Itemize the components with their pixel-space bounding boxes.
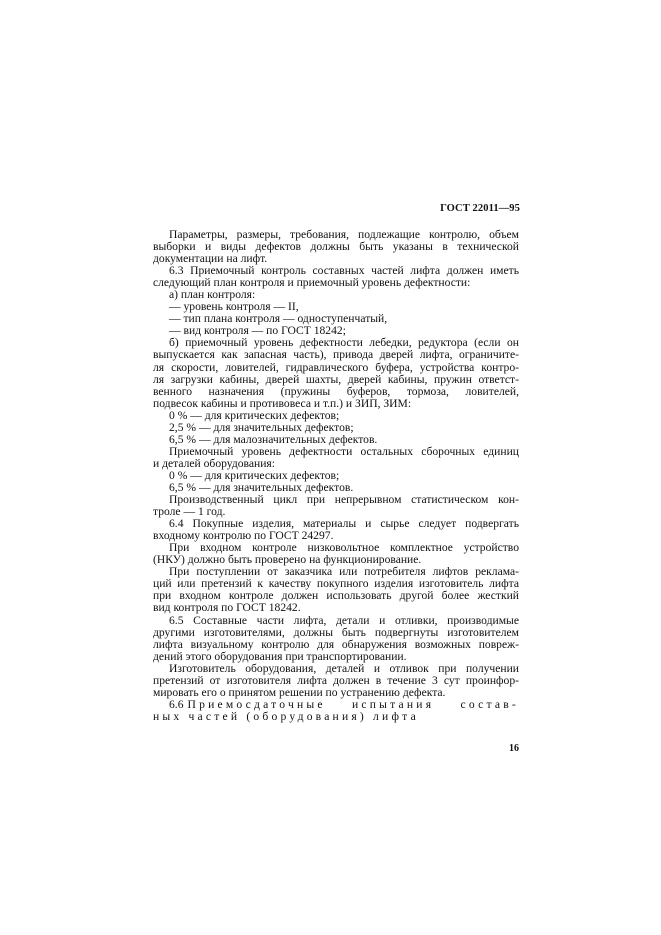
text-line: лифта визуальному контролю для обнаружения возможных повреж- <box>153 637 519 651</box>
text-line: выпускается как запасная часть), привода дверей лифта, ограничите- <box>153 348 519 362</box>
text-line: дений этого оборудования при транспортировании. <box>153 649 407 663</box>
text-line: — вид контроля — по ГОСТ 18242; <box>169 324 346 338</box>
text-line: 0 % — для критических дефектов; <box>169 468 340 482</box>
document-code-header: ГОСТ 22011—95 <box>440 203 520 214</box>
section-title-line-2: ных частей (оборудования) лифта <box>153 709 419 723</box>
document-body <box>153 229 519 723</box>
text-line: выборки и виды дефектов должны быть указаны в технической <box>153 240 519 254</box>
section-number: 6.6 <box>169 697 184 711</box>
text-line: венного назначения (пружины буферов, тормоза, ловителей, <box>153 384 519 398</box>
text-line: входному контролю по ГОСТ 24297. <box>153 529 334 543</box>
text-line: а) план контроля: <box>169 288 256 302</box>
text-line: и деталей оборудования: <box>153 456 275 470</box>
text-line: при входном контроле должен использовать другой более жесткий <box>153 589 519 603</box>
text-line: мировать его о принятом решении по устранению дефекта. <box>153 685 446 699</box>
text-line: вид контроля по ГОСТ 18242. <box>153 601 301 615</box>
text-line: 6.3 Приемочный контроль составных частей лифта должен иметь <box>169 264 519 278</box>
text-line: — уровень контроля — II, <box>169 300 299 314</box>
page-number: 16 <box>509 743 519 754</box>
text-line: Параметры, размеры, требования, подлежащие контролю, объем <box>169 228 519 241</box>
text-line: ций или претензий к качеству покупного изделия изготовитель лифта <box>153 577 519 591</box>
text-line: При входном контроле низковольтное комплектное устройство <box>169 541 519 555</box>
text-line: (НКУ) должно быть проверено на функционирование. <box>153 553 422 567</box>
text-line: Приемочный уровень дефектности остальных сборочных единиц <box>169 444 519 458</box>
text-line: 2,5 % — для значительных дефектов; <box>169 420 354 434</box>
text-line: 0 % — для критических дефектов; <box>169 408 340 422</box>
text-line: — тип плана контроля — одноступенчатый, <box>169 312 388 326</box>
text-line: ля скорости, ловителей, гидравлического буфера, устройства контро- <box>153 360 519 374</box>
text-line: претензий от изготовителя лифта должен в течение 3 сут проинфор- <box>153 673 519 687</box>
text-line: 6,5 % — для малозначительных дефектов. <box>169 432 378 446</box>
text-line: 6.4 Покупные изделия, материалы и сырье следует подвергать <box>169 517 519 531</box>
text-line: б) приемочный уровень дефектности лебедки, редуктора (если он <box>169 336 519 350</box>
text-line: 6.5 Составные части лифта, детали и отливки, производимые <box>169 613 519 627</box>
text-line: документации на лифт. <box>153 252 268 266</box>
text-line: подвесок кабины и противовеса и т.п.) и ЗИП, ЗИМ: <box>153 396 412 410</box>
text-line: Производственный цикл при непрерывном статистическом кон- <box>169 493 519 507</box>
text-line: троле — 1 год. <box>153 505 226 519</box>
text-line: следующий план контроля и приемочный уровень дефектности: <box>153 276 471 290</box>
text-line: При поступлении от заказчика или потребителя лифтов реклама- <box>169 565 519 579</box>
text-line: Изготовитель оборудования, деталей и отливок при получении <box>169 661 519 675</box>
text-line: 6,5 % — для значительных дефектов. <box>169 480 354 494</box>
text-line: другими изготовителями, должны быть подвергнуты изготовителем <box>153 625 519 639</box>
text-line: ля загрузки кабины, дверей шахты, дверей кабины, пружин ответст- <box>153 372 519 386</box>
section-title-line-1: Приемосдаточные испытания состав- <box>187 697 519 711</box>
